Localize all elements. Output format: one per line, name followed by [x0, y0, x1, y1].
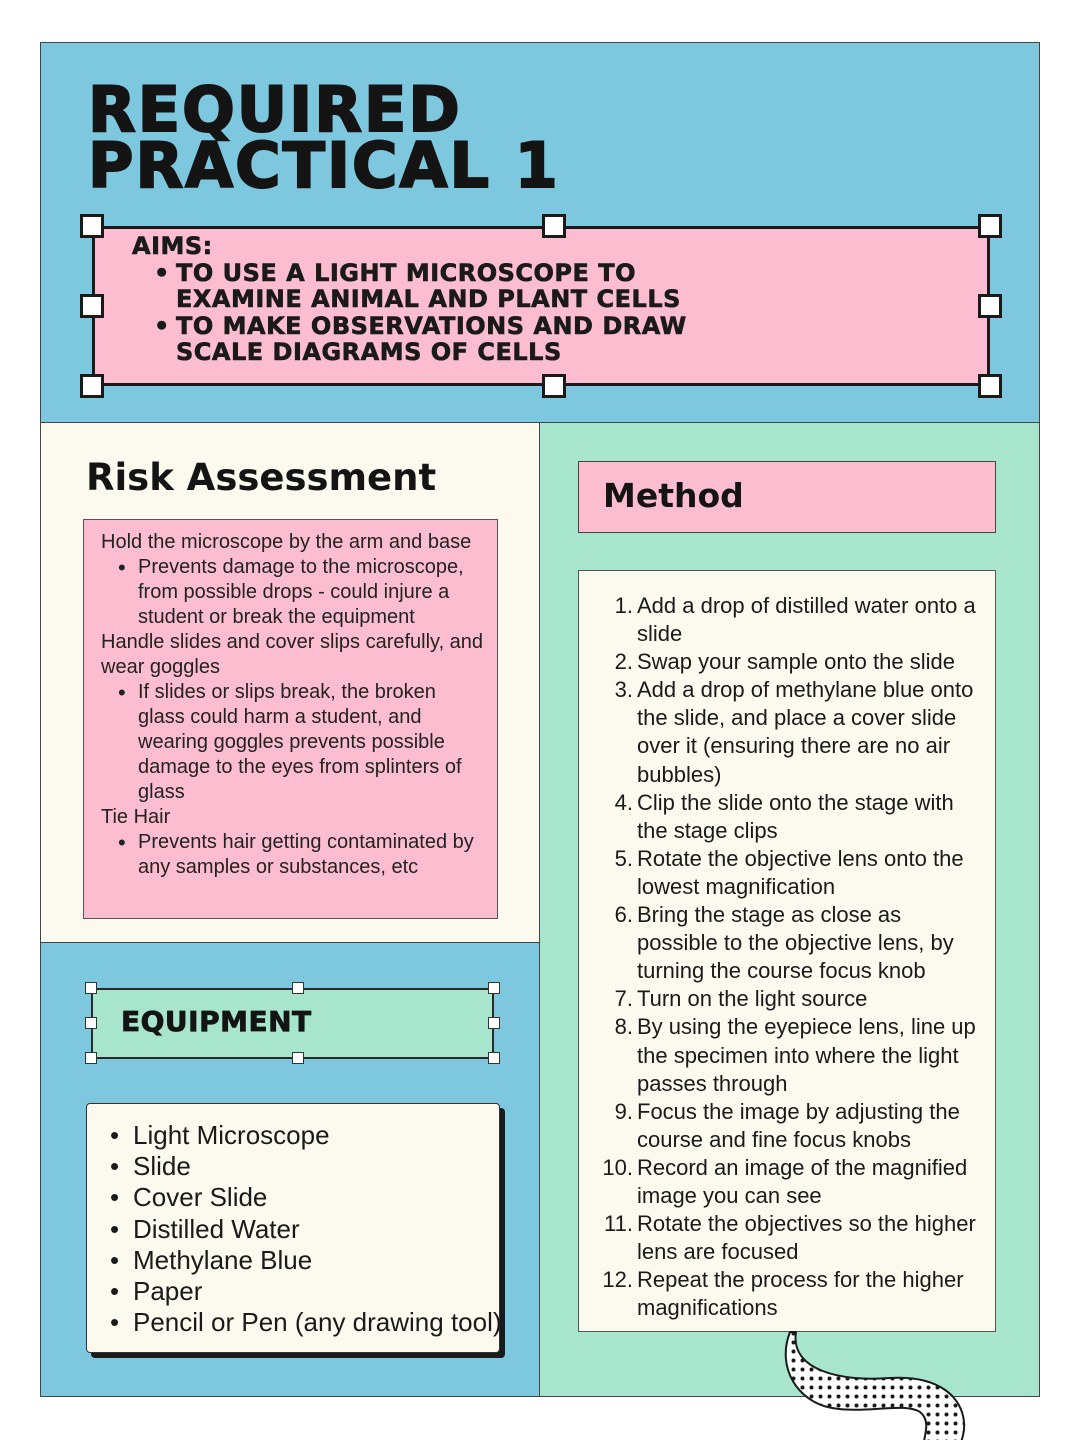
- step-number: 2.: [614, 649, 633, 675]
- selection-handle: [978, 214, 1002, 238]
- aims-item-line: • TO MAKE OBSERVATIONS AND DRAW: [176, 311, 687, 340]
- step-text: Rotate the objectives so the higher lens are focused: [637, 1211, 976, 1265]
- step-text: Add a drop of methylane blue onto the slide, and place a cover slide over it (ensuring there are no air bubbles): [637, 677, 974, 787]
- equipment-title: EQUIPMENT: [121, 1005, 312, 1038]
- risk-hazard: Hold the microscope by the arm and base: [101, 531, 472, 553]
- step-text: Focus the image by adjusting the course and fine focus knobs: [637, 1098, 960, 1152]
- selection-handle: [978, 294, 1002, 318]
- risk-hazard: Tie Hair: [101, 806, 171, 828]
- method-step: [600, 1154, 985, 1210]
- aims-item: [132, 313, 687, 366]
- method-step: [600, 901, 985, 985]
- risk-assessment-title: Risk Assessment: [86, 456, 437, 499]
- risk-assessment-box: [83, 519, 498, 919]
- method-step: [600, 845, 985, 901]
- step-text: Bring the stage as close as possible to the objective lens, by turning the course focus knob: [637, 902, 954, 984]
- selection-handle: [542, 374, 566, 398]
- step-text: Rotate the objective lens onto the lowest magnification: [637, 845, 964, 899]
- aims-heading: AIMS:: [132, 232, 213, 260]
- squiggle-shape: [786, 1332, 964, 1440]
- step-number: 11.: [604, 1211, 633, 1237]
- method-step: [600, 1266, 985, 1322]
- method-step: [600, 1210, 985, 1266]
- aims-list: [132, 260, 687, 366]
- risk-reason-list: [101, 680, 487, 805]
- equipment-item: • Slide: [110, 1151, 502, 1182]
- method-step: [600, 1098, 985, 1154]
- aims-item-line: • TO USE A LIGHT MICROSCOPE TO: [176, 258, 637, 287]
- step-number: 1.: [614, 593, 633, 618]
- risk-reason-list: [101, 555, 487, 630]
- aims-item-line: EXAMINE ANIMAL AND PLANT CELLS: [176, 285, 681, 313]
- title-line-1: REQUIRED: [88, 73, 462, 146]
- selection-handle: [80, 374, 104, 398]
- step-number: 8.: [614, 1014, 633, 1040]
- step-text: Turn on the light source: [637, 986, 868, 1012]
- step-number: 12.: [602, 1267, 633, 1293]
- selection-handle: [85, 1017, 97, 1029]
- step-number: 3.: [614, 677, 633, 703]
- equipment-item: • Pencil or Pen (any drawing tool): [110, 1307, 502, 1338]
- selection-handle: [85, 982, 97, 994]
- method-list: [600, 592, 985, 1322]
- aims-content: [132, 233, 687, 366]
- equipment-item: • Light Microscope: [110, 1120, 502, 1151]
- method-step: [600, 592, 985, 648]
- step-number: 6.: [614, 902, 633, 928]
- step-number: 5.: [614, 845, 633, 871]
- risk-reason-list: [101, 830, 487, 880]
- selection-handle: [292, 1052, 304, 1064]
- method-step: [600, 789, 985, 845]
- selection-handle: [978, 374, 1002, 398]
- step-text: Add a drop of distilled water onto a slide: [637, 593, 976, 647]
- aims-item-line: SCALE DIAGRAMS OF CELLS: [176, 338, 562, 366]
- selection-handle: [80, 294, 104, 318]
- risk-hazard: Handle slides and cover slips carefully, and wear goggles: [101, 631, 484, 678]
- selection-handle: [488, 1052, 500, 1064]
- step-number: 4.: [614, 789, 633, 815]
- equipment-list: [110, 1120, 502, 1338]
- method-title: Method: [603, 476, 744, 515]
- selection-handle: [80, 214, 104, 238]
- step-text: Repeat the process for the higher magnifications: [637, 1267, 964, 1321]
- method-step: [600, 648, 985, 676]
- risk-reason: • Prevents hair getting contaminated by any samples or substances, etc: [138, 830, 487, 880]
- aims-item: [132, 260, 687, 313]
- selection-handle: [488, 982, 500, 994]
- dotted-squiggle-decoration: [780, 1320, 1000, 1440]
- method-step: [600, 1013, 985, 1097]
- equipment-item: • Methylane Blue: [110, 1245, 502, 1276]
- selection-handle: [85, 1052, 97, 1064]
- step-number: 10.: [602, 1154, 633, 1180]
- risk-reason: • If slides or slips break, the broken glass could harm a student, and wearing goggles prevents possible damage to the eyes from splinters of glass: [138, 680, 487, 805]
- step-text: Clip the slide onto the stage with the stage clips: [637, 789, 954, 843]
- equipment-item: • Cover Slide: [110, 1182, 502, 1213]
- equipment-item: • Paper: [110, 1276, 502, 1307]
- step-number: 9.: [614, 1098, 633, 1124]
- page-title: [88, 73, 560, 202]
- title-line-2: PRACTICAL 1: [88, 129, 560, 202]
- selection-handle: [488, 1017, 500, 1029]
- step-text: By using the eyepiece lens, line up the specimen into where the light passes through: [637, 1014, 976, 1096]
- risk-reason: • Prevents damage to the microscope, from possible drops - could injure a student or break the equipment: [138, 555, 487, 630]
- step-text: Swap your sample onto the slide: [637, 649, 955, 675]
- method-step: [600, 985, 985, 1013]
- step-text: Record an image of the magnified image you can see: [637, 1154, 968, 1208]
- step-number: 7.: [614, 986, 633, 1012]
- equipment-item: • Distilled Water: [110, 1214, 502, 1245]
- method-step: [600, 676, 985, 788]
- selection-handle: [292, 982, 304, 994]
